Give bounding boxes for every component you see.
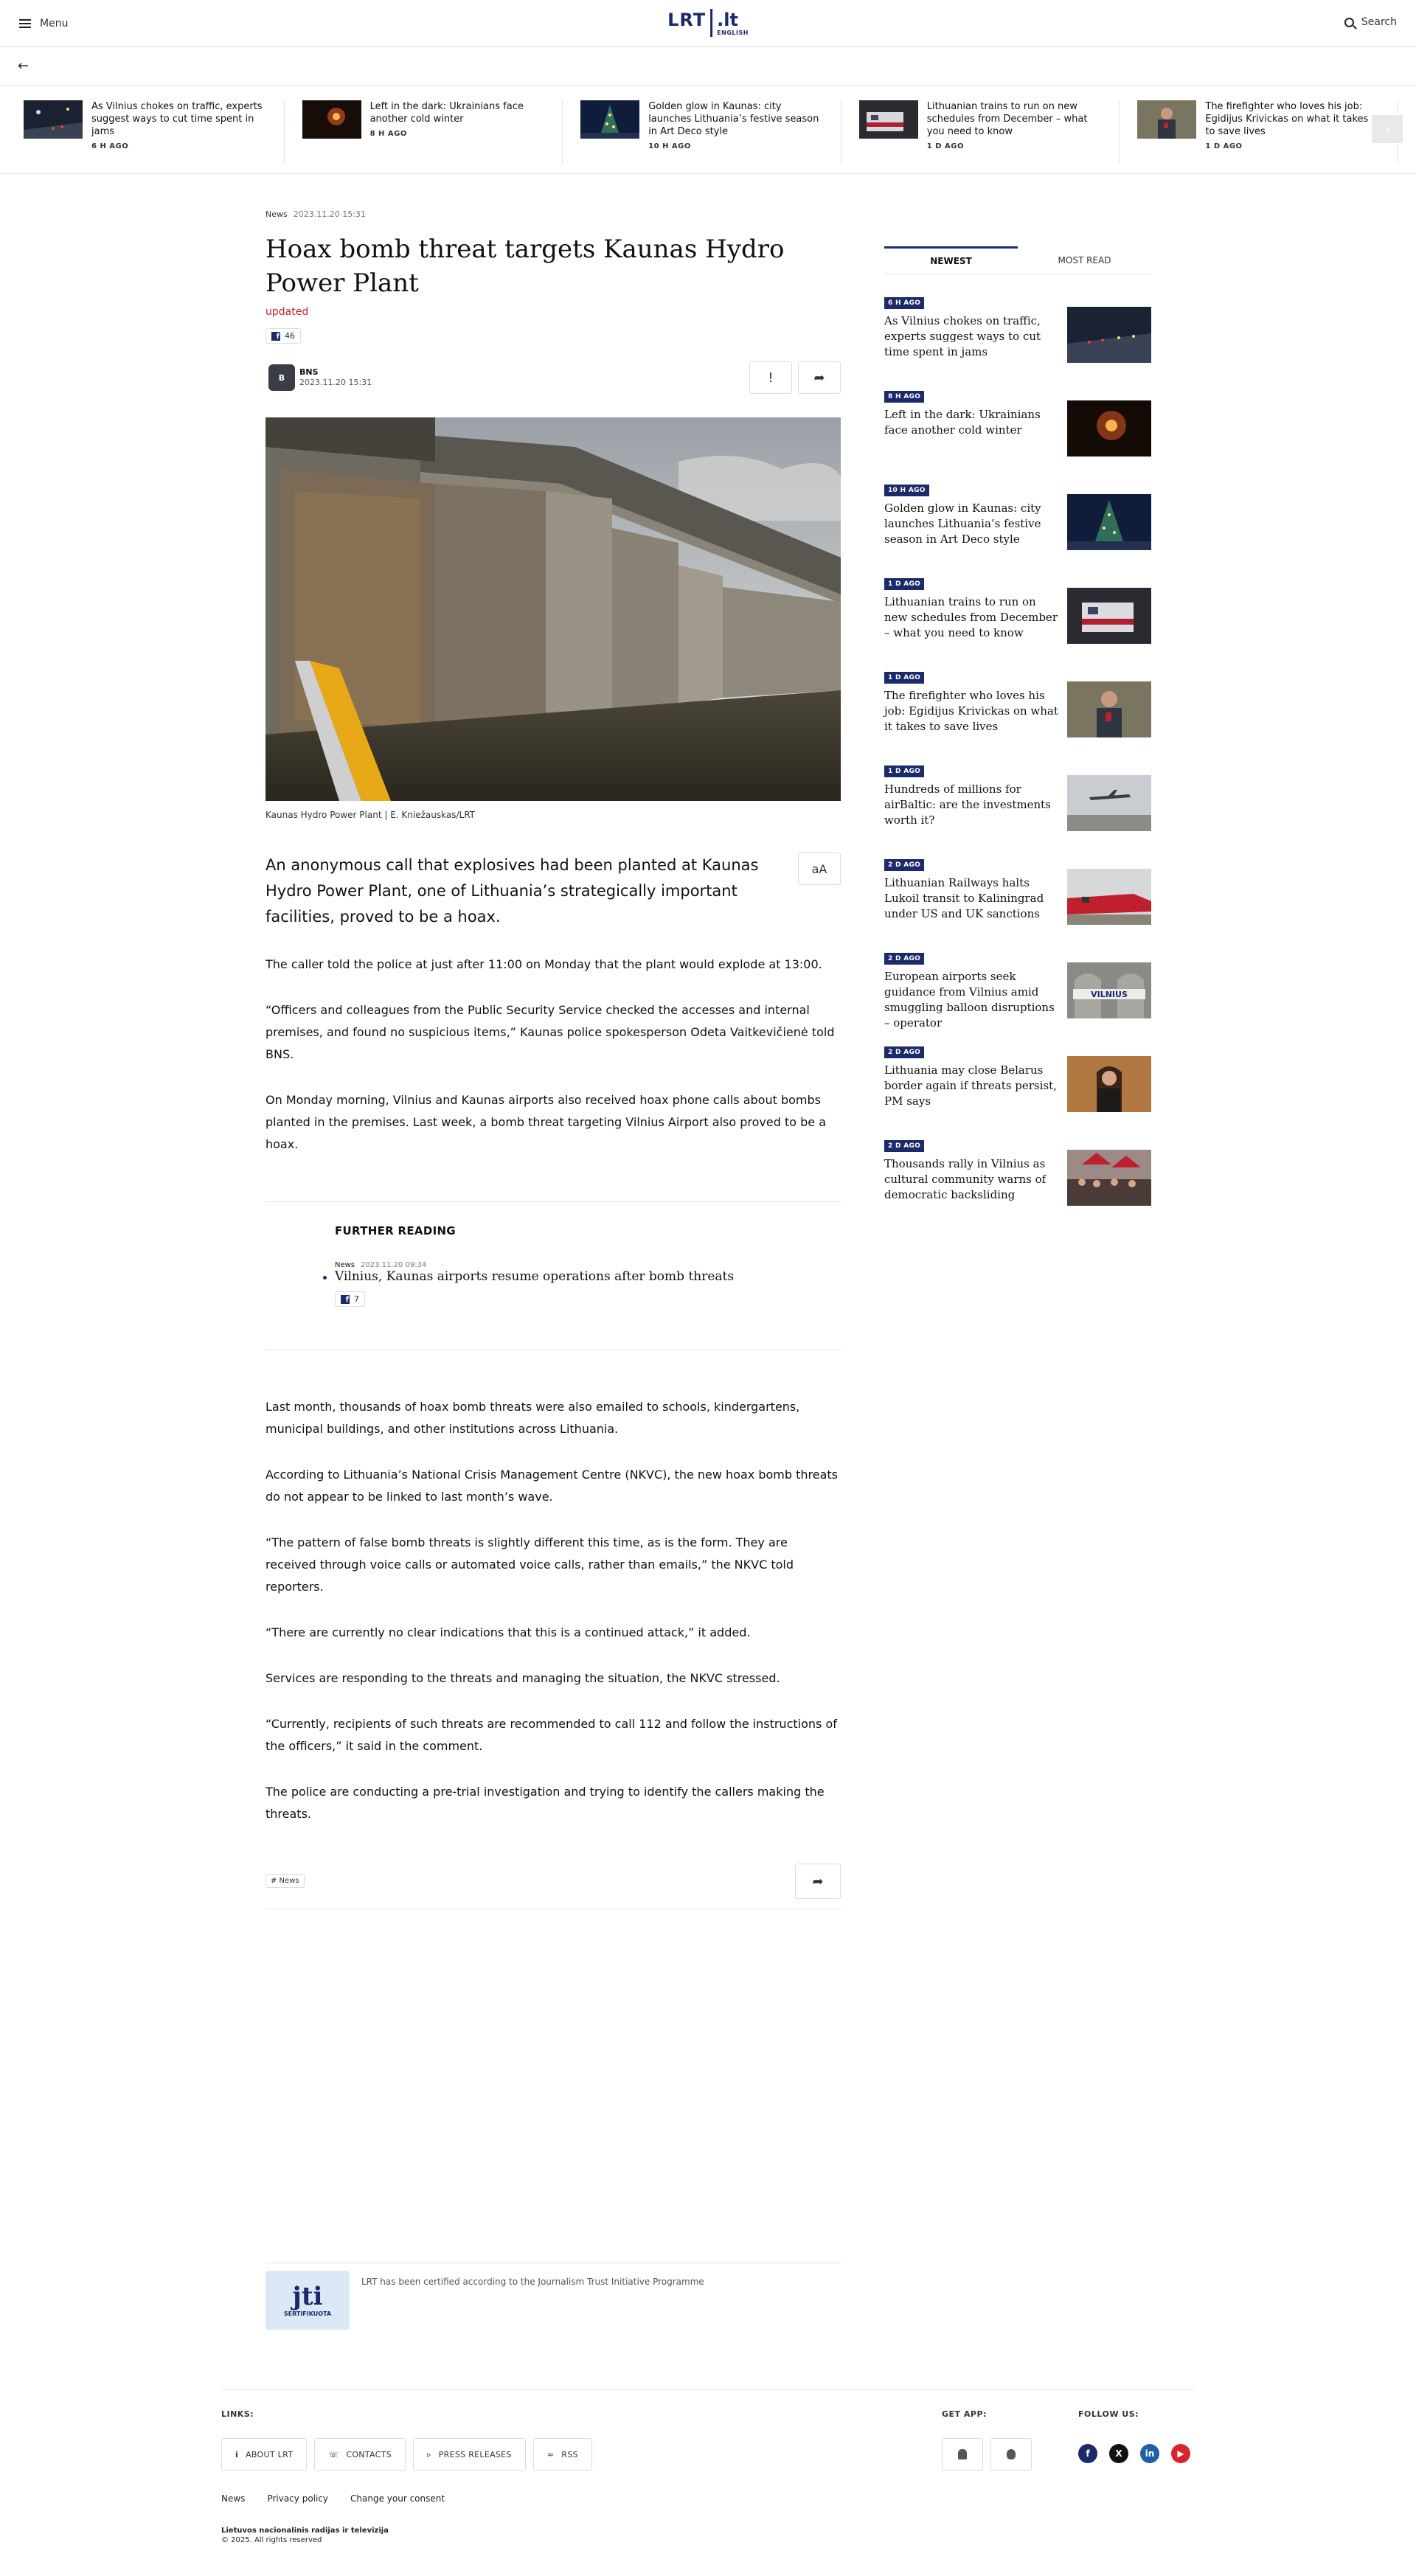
ticker-title: As Vilnius chokes on traffic, experts suggest ways to cut time spent in jams: [91, 101, 263, 137]
time-badge: 1 D AGO: [884, 765, 924, 777]
search-label: Search: [1361, 16, 1397, 28]
sidebar-item[interactable]: [884, 1043, 1151, 1114]
sidebar-item[interactable]: [884, 1136, 1151, 1207]
top-header: [0, 0, 1416, 47]
report-error-button[interactable]: [749, 361, 792, 394]
contacts-button[interactable]: [314, 2438, 406, 2471]
further-category[interactable]: News: [335, 1261, 355, 1269]
time-badge: 1 D AGO: [884, 672, 924, 684]
sidebar-list: [884, 294, 1151, 1207]
sidebar-item-title: Lithuanian trains to run on new schedules from December – what you need to know: [884, 595, 1058, 639]
article-category[interactable]: News: [266, 209, 288, 219]
font-size-button[interactable]: [798, 853, 841, 885]
footer-links-label: LINKS:: [221, 2409, 254, 2419]
sidebar-item-title: Thousands rally in Vilnius as cultural community warns of democratic backsliding: [884, 1157, 1047, 1201]
share-button-bottom[interactable]: [795, 1864, 841, 1899]
sidebar-item[interactable]: [884, 855, 1151, 926]
svg-text:VILNIUS: VILNIUS: [1091, 990, 1128, 999]
ticker-thumbnail: [1137, 100, 1196, 139]
font-size-label: aA: [811, 861, 827, 876]
x-twitter-icon[interactable]: X: [1109, 2444, 1128, 2463]
tab-most-read[interactable]: MOST READ: [1058, 255, 1111, 265]
jti-logo: jti: [292, 2281, 323, 2311]
article-paragraph: On Monday morning, Vilnius and Kaunas airports also received hoax phone calls about bombs planted in the premises. Last week, a bomb threat targeting Vilnius Airport also proved to be a hoax.: [266, 1093, 826, 1151]
facebook-share-count[interactable]: [335, 1291, 365, 1307]
ticker-title: Left in the dark: Ukrainians face another cold winter: [369, 101, 524, 125]
jti-sub: SERTIFIKUOTA: [283, 2310, 332, 2317]
logo-lrt: LRT: [667, 10, 707, 30]
sidebar-thumbnail: [1067, 775, 1151, 831]
updated-label: updated: [266, 306, 309, 318]
ticker-thumbnail: [24, 100, 83, 139]
article-lead: An anonymous call that explosives had been planted at Kaunas Hydro Power Plant, one of Lithuania’s strategically important facilities, proved to be a hoax.: [266, 856, 759, 926]
time-badge: 2 D AGO: [884, 859, 924, 871]
rss-button[interactable]: [533, 2438, 592, 2471]
ticker-title: The firefighter who loves his job: Egidijus Krivickas on what it takes to save lives: [1205, 101, 1369, 137]
site-logo[interactable]: [667, 9, 749, 37]
share-icon: ➦: [812, 1873, 824, 1889]
sidebar-thumbnail: [1067, 588, 1151, 644]
author-name: BNS: [299, 367, 319, 377]
sidebar-thumbnail: [1067, 400, 1151, 456]
chevron-right-icon: ›: [1384, 120, 1390, 138]
article-paragraph: “The pattern of false bomb threats is slightly different this time, as is the form. They are received through voice calls or automated voice calls, rather than emails,” the NKVC told reporters.: [266, 1535, 794, 1594]
article-paragraph: “There are currently no clear indications that this is a continued attack,” it added.: [266, 1625, 751, 1639]
tag-news[interactable]: # News: [266, 1874, 305, 1888]
ticker-item[interactable]: [1137, 100, 1398, 164]
sidebar: [884, 246, 1151, 1230]
facebook-icon: f: [271, 332, 280, 341]
jti-text: LRT has been certified according to the Journalism Trust Initiative Programme: [361, 2277, 704, 2287]
footer-link-privacy[interactable]: Privacy policy: [267, 2493, 329, 2504]
jti-badge: [266, 2271, 350, 2330]
sidebar-item[interactable]: [884, 668, 1151, 739]
sidebar-item-title: Golden glow in Kaunas: city launches Lithuania’s festive season in Art Deco style: [884, 501, 1041, 546]
footer-app-label: GET APP:: [942, 2409, 987, 2419]
time-badge: 2 D AGO: [884, 1140, 924, 1152]
org-name: Lietuvos nacionalinis radijas ir televizija: [221, 2527, 389, 2535]
tab-newest[interactable]: NEWEST: [884, 246, 1018, 274]
facebook-share-count[interactable]: [266, 328, 301, 344]
ticker-item[interactable]: [302, 100, 563, 164]
sidebar-item-title: European airports seek guidance from Vilnius amid smuggling balloon disruptions – operator: [884, 970, 1055, 1030]
time-badge: 6 H AGO: [884, 297, 924, 309]
sidebar-item[interactable]: [884, 387, 1151, 458]
back-bar: [0, 47, 1416, 86]
youtube-icon[interactable]: ▶: [1171, 2444, 1190, 2463]
sidebar-item-title: Hundreds of millions for airBaltic: are the investments worth it?: [884, 782, 1051, 827]
sidebar-item-title: Lithuanian Railways halts Lukoil transit to Kaliningrad under US and UK sanctions: [884, 876, 1044, 920]
ticker-title: Golden glow in Kaunas: city launches Lithuania’s festive season in Art Deco style: [648, 101, 819, 137]
news-ticker: [0, 86, 1416, 174]
exclamation-icon: !: [768, 369, 774, 386]
sidebar-thumbnail: [1067, 962, 1151, 1018]
ticker-thumbnail: [859, 100, 918, 139]
about-lrt-button[interactable]: [221, 2438, 307, 2471]
facebook-icon: f: [341, 1295, 350, 1304]
time-badge: 2 D AGO: [884, 1046, 924, 1058]
article-title: Hoax bomb threat targets Kaunas Hydro Power Plant: [266, 235, 785, 298]
article-paragraph: The police are conducting a pre-trial investigation and trying to identify the callers making the threats.: [266, 1785, 825, 1821]
menu-label: Menu: [40, 17, 69, 29]
android-icon: [958, 2449, 967, 2459]
contacts-label: CONTACTS: [346, 2449, 392, 2459]
time-badge: 1 D AGO: [884, 578, 924, 590]
image-caption: Kaunas Hydro Power Plant | E. Kniežauskas/LRT: [266, 810, 475, 820]
time-badge: 10 H AGO: [884, 485, 929, 496]
article: [266, 209, 841, 1909]
facebook-count-value: 46: [285, 331, 295, 341]
hamburger-icon: [19, 19, 31, 28]
rss-label: RSS: [561, 2449, 578, 2459]
ticker-time: 1 D AGO: [926, 142, 964, 150]
article-meta: [266, 209, 841, 219]
further-reading-link[interactable]: Vilnius, Kaunas airports resume operations after bomb threats: [335, 1269, 735, 1284]
ticker-next-button[interactable]: [1372, 115, 1403, 143]
sidebar-tabs: [884, 246, 1151, 274]
search-icon: [1344, 18, 1354, 27]
jti-certification: [266, 2263, 841, 2330]
ticker-item[interactable]: [859, 100, 1120, 164]
footer-link-news[interactable]: News: [221, 2493, 246, 2504]
hero-image: [266, 417, 841, 801]
logo-divider: [710, 9, 712, 37]
sidebar-item[interactable]: [884, 481, 1151, 552]
ios-app-button[interactable]: [990, 2438, 1032, 2471]
share-icon: ➦: [813, 369, 825, 386]
info-icon: i: [235, 2449, 239, 2459]
search-button[interactable]: [1344, 16, 1397, 28]
avatar: B: [268, 364, 295, 391]
sidebar-item[interactable]: [884, 949, 1151, 1030]
article-paragraph: “Officers and colleagues from the Public Security Service checked the accesses and internal premises, and found no suspicious items,” Kaunas police spokesperson Odeta Vaitkevičienė told BNS.: [266, 1003, 835, 1061]
sidebar-item-title: Lithuania may close Belarus border again if threats persist, PM says: [884, 1063, 1057, 1108]
author-row: [266, 361, 841, 394]
ticker-time: 8 H AGO: [369, 130, 407, 138]
article-paragraph: “Currently, recipients of such threats are recommended to call 112 and follow the instructions of the officers,” it said in the comment.: [266, 1717, 837, 1753]
time-badge: 2 D AGO: [884, 953, 924, 965]
facebook-icon[interactable]: f: [1078, 2444, 1097, 2463]
article-date: 2023.11.20 15:31: [293, 209, 366, 219]
sidebar-thumbnail: [1067, 494, 1151, 550]
logo-subtitle: ENGLISH: [717, 29, 749, 36]
menu-button[interactable]: [19, 18, 68, 29]
sidebar-thumbnail: [1067, 869, 1151, 925]
copyright-text: © 2025. All rights reserved: [221, 2536, 322, 2544]
share-button[interactable]: [798, 361, 841, 394]
sidebar-item-title: Left in the dark: Ukrainians face another cold winter: [884, 408, 1041, 437]
article-paragraph: According to Lithuania’s National Crisis Management Centre (NKVC), the new hoax bomb threats do not appear to be linked to last month’s wave.: [266, 1468, 839, 1504]
sidebar-item[interactable]: [884, 762, 1151, 833]
about-lrt-label: ABOUT LRT: [246, 2449, 294, 2459]
ticker-time: 1 D AGO: [1205, 142, 1243, 150]
article-paragraph: Last month, thousands of hoax bomb threats were also emailed to schools, kindergartens, municipal buildings, and other institutions across Lithuania.: [266, 1400, 800, 1436]
sidebar-thumbnail: [1067, 1150, 1151, 1206]
facebook-count-value: 7: [354, 1294, 359, 1304]
footer-bottom-links: [221, 2493, 1195, 2504]
sidebar-item-title: The firefighter who loves his job: Egidijus Krivickas on what it takes to save lives: [884, 689, 1058, 733]
press-releases-button[interactable]: [413, 2438, 526, 2471]
sidebar-item-title: As Vilnius chokes on traffic, experts suggest ways to cut time spent in jams: [884, 314, 1041, 358]
further-date: 2023.11.20 09:34: [361, 1261, 427, 1269]
sidebar-item[interactable]: [884, 294, 1151, 364]
sidebar-thumbnail: [1067, 1056, 1151, 1112]
ticker-title: Lithuanian trains to run on new schedules from December – what you need to know: [926, 101, 1088, 137]
footer-link-consent[interactable]: Change your consent: [350, 2493, 445, 2504]
phone-icon: ☏: [328, 2449, 339, 2459]
ticker-time: 10 H AGO: [648, 142, 691, 150]
tags-row: [266, 1864, 841, 1909]
article-paragraph: Services are responding to the threats and managing the situation, the NKVC stressed.: [266, 1671, 780, 1685]
ticker-item[interactable]: [580, 100, 841, 164]
author-date: 2023.11.20 15:31: [299, 378, 372, 387]
sidebar-thumbnail: [1067, 681, 1151, 737]
ticker-item[interactable]: [24, 100, 285, 164]
further-reading: [266, 1201, 841, 1350]
ticker-thumbnail: [302, 100, 361, 139]
linkedin-icon[interactable]: in: [1140, 2444, 1159, 2463]
sidebar-thumbnail: [1067, 307, 1151, 363]
time-badge: 8 H AGO: [884, 391, 924, 403]
rss-icon: ≈: [546, 2449, 555, 2459]
megaphone-icon: ▹: [426, 2449, 431, 2459]
further-reading-heading: FURTHER READING: [335, 1224, 456, 1237]
footer: [221, 2389, 1195, 2545]
press-releases-label: PRESS RELEASES: [438, 2449, 512, 2459]
ticker-thumbnail: [580, 100, 639, 139]
back-arrow-icon[interactable]: ←: [18, 58, 30, 74]
copyright: [221, 2526, 1195, 2545]
logo-lt: .lt: [717, 10, 738, 30]
apple-icon: [1007, 2449, 1016, 2459]
sidebar-item[interactable]: [884, 574, 1151, 645]
android-app-button[interactable]: [942, 2438, 983, 2471]
ticker-time: 6 H AGO: [91, 142, 129, 150]
footer-follow-label: FOLLOW US:: [1078, 2409, 1139, 2419]
article-paragraph: The caller told the police at just after 11:00 on Monday that the plant would explode at 13:00.: [266, 957, 822, 971]
